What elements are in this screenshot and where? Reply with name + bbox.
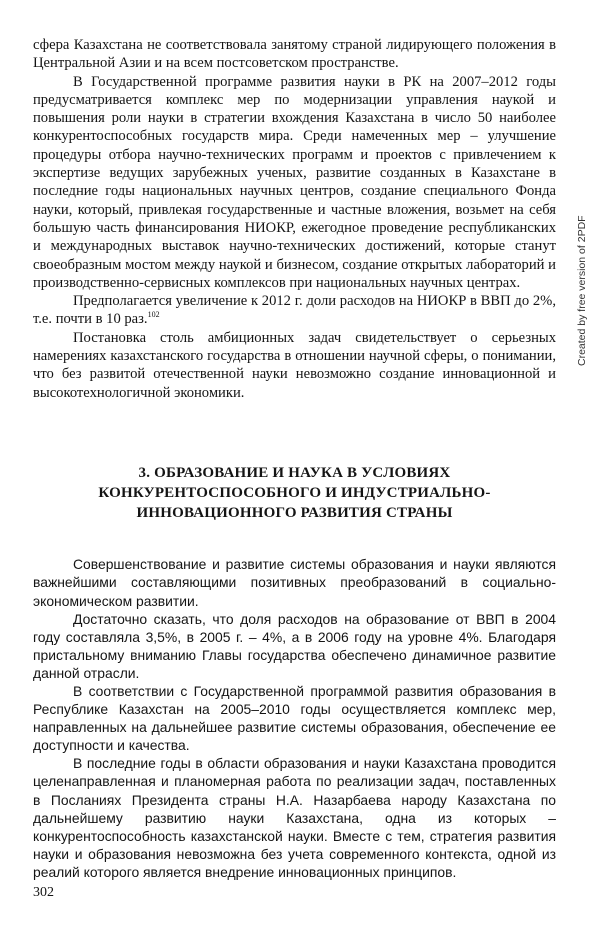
paragraph-with-footnote	[33, 292, 556, 329]
paragraph: Совершенствование и развитие системы образования и науки являются важнейшими составляющими позитивных преобразований в социально-экономическом развитии.	[33, 556, 556, 609]
page-content	[33, 36, 556, 881]
section-heading	[33, 464, 556, 523]
paragraph-text: Предполагается увеличение к 2012 г. доли расходов на НИОКР в ВВП до 2%, т.е. почти в 10 раз.	[33, 293, 556, 328]
paragraph: Постановка столь амбиционных задач свидетельствует о серьезных намерениях казахстанского государства в отношении научной сферы, о понимании, что без развитой отечественной науки невозможно создание инновационной и высокотехнологичной экономики.	[33, 329, 556, 401]
paragraph: Достаточно сказать, что доля расходов на образование от ВВП в 2004 году составляла 3,5%, в 2005 г. – 4%, а в 2006 году на уровне 4%. Благодаря пристальному вниманию Главы государства обеспечено динамичное развитие данной отрасли.	[33, 610, 556, 681]
paragraph: В последние годы в области образования и науки Казахстана проводится целенаправленная и планомерная работа по реализации задач, поставленных в Посланиях Президента страны Н.А. Назарбаева народу Казахстана по дальнейшему развитию науки Казахстана, одна из которых – конкурентоспособность казахстанской науки. Вместе с тем, стратегия развития науки и образования невозможна без учета современного контекста, одной из реалий которого является внедрение инновационных принципов.	[33, 755, 556, 880]
page-number: 302	[33, 885, 54, 900]
heading-line: 3. ОБРАЗОВАНИЕ И НАУКА В УСЛОВИЯХ	[138, 464, 451, 481]
heading-line: КОНКУРЕНТОСПОСОБНОГО И ИНДУСТРИАЛЬНО-	[98, 484, 491, 501]
watermark-note: Created by free version of 2PDF	[576, 215, 588, 366]
footnote-marker: 102	[147, 310, 160, 320]
paragraph: В соответствии с Государственной программой развития образования в Республике Казахстан на 2005–2010 годы осуществляется комплекс мер, направленных на дальнейшее развитие системы образования, обеспечение ее доступности и качества.	[33, 682, 556, 754]
section-body	[33, 555, 556, 881]
paragraph: В Государственной программе развития науки в РК на 2007–2012 годы предусматривается комплекс мер по модернизации управления наукой и повышения роли науки в стратегии вхождения Казахстана в число 50 наиболее конкурентоспособных государств мира. Среди намеченных мер – улучшение процедуры отбора научно-технических программ и проектов с привлечением к экспертизе ведущих зарубежных ученых, развитие созданных в Казахстане в последние годы национальных научных центров, создание специального Фонда науки, который, привлекая государственные и частные вложения, возьмет на себя большую часть финансирования НИОКР, ежегодное проведение республиканских и международных выставок научно-технических достижений, которые станут своеобразным мостом между наукой и бизнесом, создание открытых лабораторий и производственно-сервисных комплексов при национальных научных центрах.	[33, 73, 556, 291]
paragraph: сфера Казахстана не соответствовала занятому страной лидирующего положения в Центральной Азии и на всем постсоветском пространстве.	[33, 37, 556, 72]
heading-line: ИННОВАЦИОННОГО РАЗВИТИЯ СТРАНЫ	[136, 504, 453, 521]
